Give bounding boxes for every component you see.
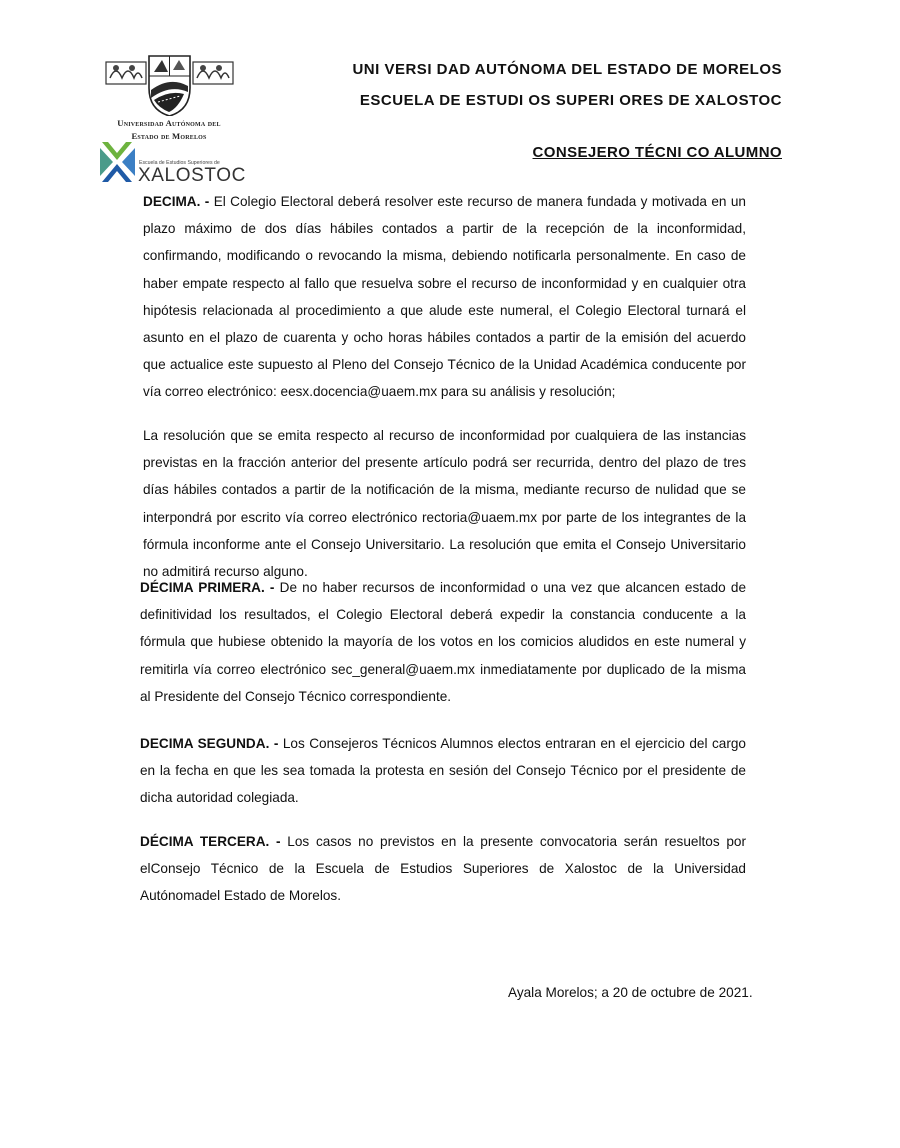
paragraph-resolucion-text: La resolución que se emita respecto al recurso de inconformidad por cualquiera de las instancias previstas en la fracción anterior del presente artículo podrá ser recurrida, dentro del plazo de tres días hábiles contados a partir de la notificación de la misma, mediante recurso de nulidad que se interpondrá por escrito vía correo electrónico rectoria@uaem.mx por parte de los integrantes de la fórmula inconforme ante el Consejo Universitario. La resolución que emita el Consejo Universitario no admitirá recurso alguno. [143, 428, 746, 580]
paragraph-tercera-text: Los casos no previstos en la presente convocatoria serán resueltos por elConsejo Técnico de la Escuela de Estudios Superiores de Xalostoc de la Universidad Autónomadel Estado de Morelos. [140, 834, 746, 904]
paragraph-segunda-text: Los Consejeros Técnicos Alumnos electos entraran en el ejercicio del cargo en la fecha en que les sea tomada la protesta en sesión del Consejo Técnico por el presidente de dicha autoridad colegiada. [140, 736, 746, 806]
place-date-signature: Ayala Morelos; a 20 de octubre de 2021. [508, 985, 753, 1000]
paragraph-primera-label: DÉCIMA PRIMERA. - [140, 580, 275, 595]
paragraph-primera-text: De no haber recursos de inconformidad o una vez que alcancen estado de definitividad los resultados, el Colegio Electoral deberá expedir la constancia conducente a la fórmula que hubiese obtenido la mayoría de los votos en los comicios aludidos en este numeral y remitirla vía correo electrónico sec_general@uaem.mx inmediatamente por duplicado de la misma al Presidente del Consejo Técnico correspondiente. [140, 580, 747, 704]
paragraph-decima-text: El Colegio Electoral deberá resolver este recurso de manera fundada y motivada en un plazo máximo de dos días hábiles contados a partir de la recepción de la inconformidad, confirmando, modificando o revocando la misma, debiendo notificarla personalmente. En caso de haber empate respecto al fallo que resuelva sobre el recurso de inconformidad y en cualquier otra hipótesis relacionada al procedimiento a que alude este numeral, el Colegio Electoral turnará el asunto en el plazo de cuarenta y ocho horas hábiles contados a partir de la emisión del acuerdo que actualice este supuesto al Pleno del Consejo Técnico de la Unidad Académica conducente por vía correo electrónico: eesx.docencia@uaem.mx para su análisis y resolución; [143, 194, 746, 400]
uaem-seal-icon [102, 54, 237, 116]
title-council: CONSEJERO TÉCNI CO ALUMNO [532, 144, 782, 161]
uaem-name-line1: Universidad Autónoma del [117, 118, 221, 128]
uaem-logo [98, 54, 240, 142]
paragraph-decima-tercera [140, 828, 746, 910]
paragraph-resolucion [143, 422, 746, 585]
title-school: ESCUELA DE ESTUDI OS SUPERI ORES DE XALOSTOC [359, 92, 782, 109]
xalostoc-logo-subtitle: Escuela de Estudios Superiores de [139, 160, 220, 166]
paragraph-tercera-label: DÉCIMA TERCERA. - [140, 834, 281, 849]
paragraph-segunda-label: DECIMA SEGUNDA. - [140, 736, 279, 751]
xalostoc-logo [100, 140, 246, 186]
paragraph-decima-primera [140, 574, 746, 710]
title-university: UNI VERSI DAD AUTÓNOMA DEL ESTADO DE MORELOS [352, 61, 782, 78]
paragraph-decima-label: DECIMA. - [143, 194, 210, 209]
paragraph-decima-segunda [140, 730, 746, 812]
xalostoc-x-icon [100, 140, 135, 184]
uaem-name-line2: Estado de Morelos [131, 131, 207, 141]
paragraph-decima [143, 188, 746, 406]
xalostoc-logo-title: XALOSTOC [138, 165, 246, 186]
